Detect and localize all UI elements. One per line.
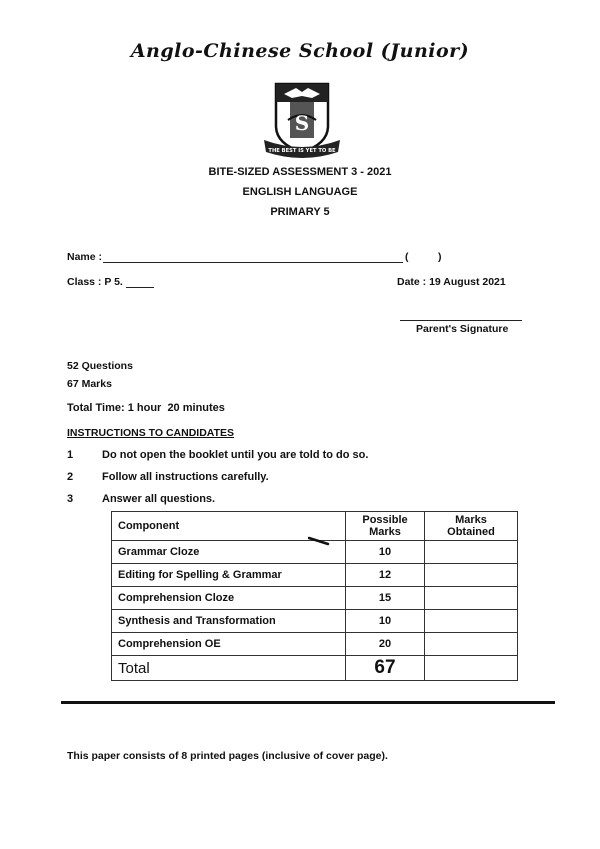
marks-obtained-cell[interactable] <box>425 610 518 633</box>
instruction-text: Do not open the booklet until you are told to do so. <box>102 449 369 461</box>
signature-label: Parent's Signature <box>416 323 509 335</box>
index-close: ) <box>438 251 442 263</box>
subject-title: ENGLISH LANGUAGE <box>242 186 358 198</box>
total-row <box>112 656 518 681</box>
class-field-line[interactable] <box>126 287 154 288</box>
possible-marks-cell: 15 <box>346 587 425 610</box>
marks-obtained-cell[interactable] <box>425 587 518 610</box>
instruction-number: 1 <box>67 449 74 461</box>
divider-rule <box>61 701 555 704</box>
table-row <box>112 564 518 587</box>
school-name: Anglo-Chinese School (Junior) <box>130 40 470 62</box>
signature-line[interactable] <box>400 320 522 321</box>
instruction-number: 3 <box>67 493 74 505</box>
total-marks: 67 Marks <box>67 378 112 390</box>
total-time-value: 1 hour 20 minutes <box>127 402 225 414</box>
instructions-heading: INSTRUCTIONS TO CANDIDATES <box>67 427 235 439</box>
date-label: Date : 19 August 2021 <box>397 276 506 288</box>
table-row <box>112 587 518 610</box>
component-cell: Synthesis and Transformation <box>112 610 346 633</box>
header-marks-obtained: Marks Obtained <box>425 512 518 541</box>
table-row <box>112 633 518 656</box>
component-cell: Comprehension Cloze <box>112 587 346 610</box>
total-possible-marks: 67 <box>346 656 425 681</box>
instruction-number: 2 <box>67 471 74 483</box>
instruction-text: Answer all questions. <box>102 493 216 505</box>
component-cell: Comprehension OE <box>112 633 346 656</box>
pen-mark <box>308 536 330 546</box>
marks-obtained-cell[interactable] <box>425 564 518 587</box>
school-crest-logo <box>262 80 342 162</box>
header-possible-marks: Possible Marks <box>346 512 425 541</box>
name-label: Name : <box>67 251 103 263</box>
component-cell: Editing for Spelling & Grammar <box>112 564 346 587</box>
instruction-text: Follow all instructions carefully. <box>102 471 269 483</box>
total-time <box>67 402 225 414</box>
component-cell: Grammar Cloze <box>112 541 346 564</box>
marks-obtained-cell[interactable] <box>425 633 518 656</box>
possible-marks-cell: 20 <box>346 633 425 656</box>
question-count: 52 Questions <box>67 360 133 372</box>
level-title: PRIMARY 5 <box>270 206 330 218</box>
marks-obtained-cell[interactable] <box>425 541 518 564</box>
total-marks-obtained-cell[interactable] <box>425 656 518 681</box>
total-label: Total <box>112 656 346 681</box>
assessment-title: BITE-SIZED ASSESSMENT 3 - 2021 <box>208 166 392 178</box>
total-time-label: Total Time: <box>67 402 125 414</box>
table-row <box>112 610 518 633</box>
name-field-line[interactable] <box>103 262 403 263</box>
index-open: ( <box>405 251 409 263</box>
crest-motto: THE BEST IS YET TO BE <box>268 148 336 154</box>
possible-marks-cell: 10 <box>346 610 425 633</box>
possible-marks-cell: 12 <box>346 564 425 587</box>
page-count-note: This paper consists of 8 printed pages (inclusive of cover page). <box>67 750 388 762</box>
class-label: Class : P 5. <box>67 276 123 288</box>
header-component: Component <box>112 512 346 541</box>
possible-marks-cell: 10 <box>346 541 425 564</box>
crest-letter: S <box>294 111 310 135</box>
